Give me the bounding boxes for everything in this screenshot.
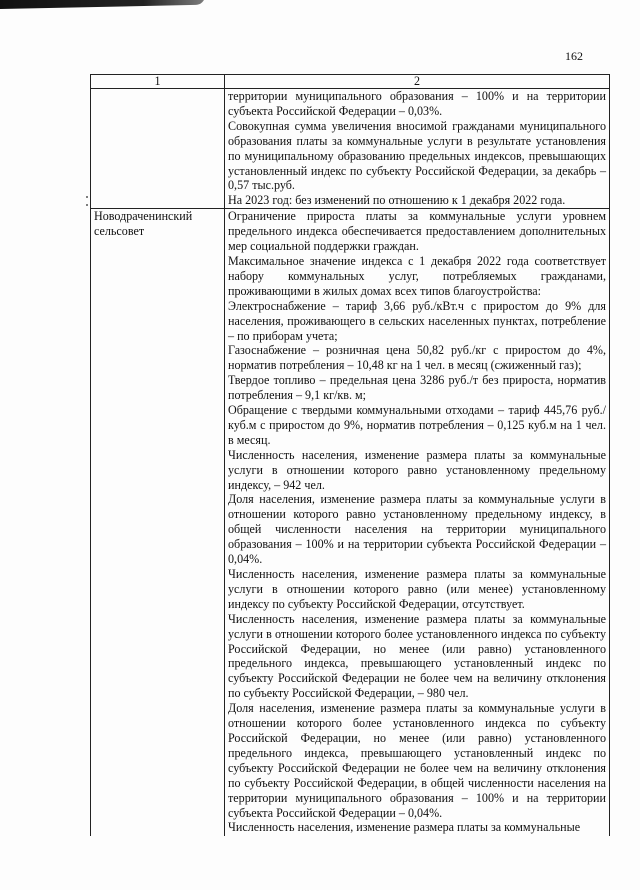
paragraph: Обращение с твердыми коммунальными отходами – тариф 445,76 руб./куб.м с приростом до 9%, норматив потребления – 0,125 куб.м на 1 чел. в месяц. [228, 403, 606, 447]
municipality-name: Новодраченинский сельсовет [91, 209, 225, 837]
page-number: 162 [565, 49, 583, 63]
paragraph: Электроснабжение – тариф 3,66 руб./кВт.ч с приростом до 9% для населения, проживающего в сельских населенных пунктах, потребление – по приборам учета; [228, 298, 606, 343]
column-header: 1 [91, 75, 225, 89]
scan-dot [86, 204, 88, 206]
paragraph: Численность населения, изменение размера платы за коммунальные [228, 820, 581, 835]
paragraph: Численность населения, изменение размера платы за коммунальные услуги в отношении которого более установленного индекса по субъекту Российской Федерации, но менее (или равно) установленного предельного индекса, превышающего установленный индекс по субъекту Российской Федерации не более чем на величину отклонения по субъекту Российской Федерации, – 980 чел. [228, 611, 606, 701]
table-header-row [91, 75, 610, 89]
table-row [91, 209, 610, 837]
paragraph: Твердое топливо – предельная цена 3286 руб./т без прироста, норматив потребления – 9,1 кг/кв. м; [228, 373, 606, 403]
paragraph: Численность населения, изменение размера платы за коммунальные услуги в отношении которого равно установленному предельному индексу, – 942 чел. [228, 447, 606, 492]
row-description [225, 89, 610, 209]
paragraph: Ограничение прироста платы за коммунальные услуги уровнем предельного индекса обеспечивается предоставлением дополнительных мер социальной поддержки граждан. [228, 209, 606, 254]
paragraph: Совокупная сумма увеличения вносимой гражданами муниципального образования платы за коммунальные услуги в результате установления по муниципальному образованию предельных индексов, превышающих установленный индекс по субъекту Российской Федерации, за декабрь – 0,57 тыс.руб. [228, 118, 606, 193]
column-header: 2 [225, 75, 610, 89]
paragraph: Доля населения, изменение размера платы за коммунальные услуги в отношении которого более установленного индекса по субъекту Российской Федерации, но менее (или равно) установленного предельного индекса, превышающего установленный индекс по субъекту Российской Федерации не более чем на величину отклонения по субъекту Российской Федерации, в общей численности населения на территории муниципального образования – 100% и на территории субъекта Российской Федерации – 0,04%. [228, 701, 606, 820]
document-table [90, 74, 610, 836]
paragraph: Численность населения, изменение размера платы за коммунальные услуги в отношении которого равно (или менее) установленному индексу по субъекту Российской Федерации, отсутствует. [228, 567, 606, 611]
paragraph: Доля населения, изменение размера платы за коммунальные услуги в отношении которого равно установленному предельному индексу, в общей численности населения на территории муниципального образования – 100% и на территории субъекта Российской Федерации – 0,04%. [228, 492, 606, 567]
municipality-name [91, 89, 225, 209]
scan-dot [86, 196, 88, 198]
paragraph: Максимальное значение индекса с 1 декабря 2022 года соответствует набору коммунальных услуг, потребляемых гражданами, проживающими в жилых домах всех типов благоустройства: [228, 253, 606, 298]
paragraph: На 2023 год: без изменений по отношению к 1 декабря 2022 года. [228, 193, 566, 208]
paragraph: территории муниципального образования – 100% и на территории субъекта Российской Федерации – 0,03%. [228, 89, 606, 118]
row-description [225, 209, 610, 837]
paragraph: Газоснабжение – розничная цена 50,82 руб./кг с приростом до 4%, норматив потребления – 10,48 кг на 1 чел. в месяц (сжиженный газ); [228, 343, 606, 373]
table-row [91, 89, 610, 209]
scan-artifact-streak [0, 0, 205, 9]
